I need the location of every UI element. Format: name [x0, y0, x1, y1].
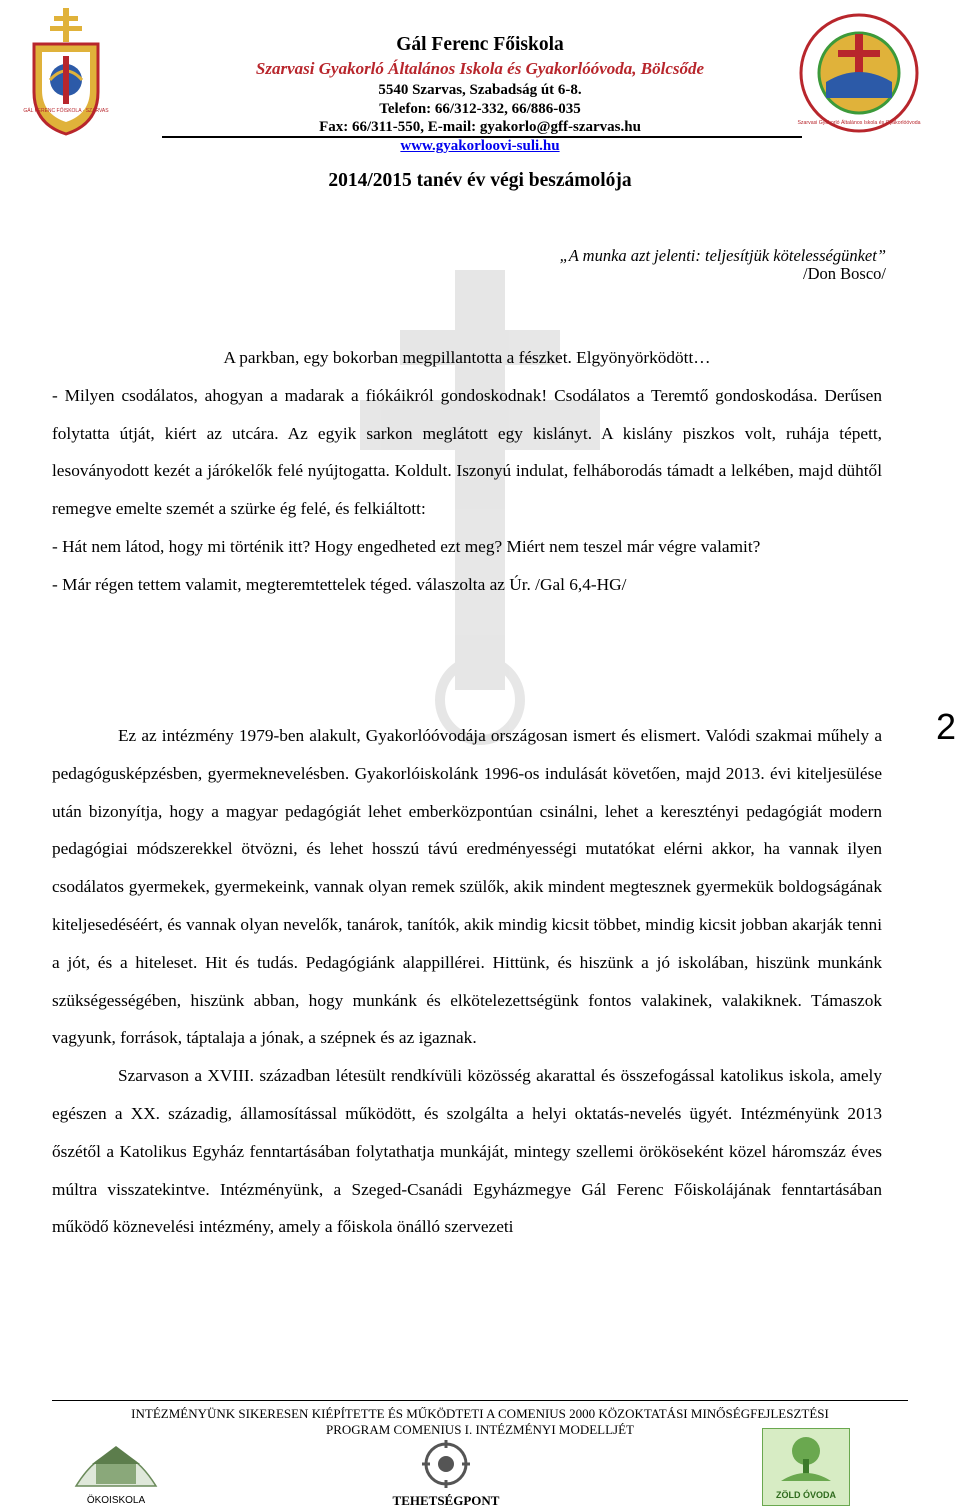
motto-quote: „A munka azt jelenti: teljesítjük kötelességünket”	[559, 246, 886, 265]
footer-divider	[52, 1400, 908, 1401]
school-name: Szarvasi Gyakorló Általános Iskola és Gyakorlóóvoda, Bölcsőde	[255, 59, 705, 78]
school-fax-email: Fax: 66/311-550, E-mail: gyakorlo@gff-szarvas.hu	[319, 119, 641, 135]
left-seal-text: GÁL FERENC FŐISKOLA · SZARVAS	[23, 108, 109, 114]
footer-line-1: INTÉZMÉNYÜNK SIKERESEN KIÉPÍTETTE ÉS MŰKÖDTETI A COMENIUS 2000 KÖZOKTATÁSI MINŐSÉGFEJLESZTÉSI	[131, 1406, 829, 1421]
green-kindergarten-label: ZÖLD ÓVODA	[776, 1490, 836, 1500]
story-block	[52, 339, 882, 604]
story-line-1: A parkban, egy bokorban megpillantotta a fészket. Elgyönyörködött…	[223, 348, 711, 367]
main-text	[52, 717, 882, 1246]
story-paragraph: - Milyen csodálatos, ahogyan a madarak a fiókáikról gondoskodnak! Csodálatos a Teremtő gondoskodása. Derűsen folytatta útját, kiért az utcára. Az egyik sarkon meglátott egy kislányt. A kislány piszkos volt, ruhája tépett, lesoványodott kezét a járókelők felé nyújtogatta. Koldult. Iszonyú indulat, felháborodás támadt a lelkében, majd dühtől remegve emelte szemét a szürke ég felé, és felkiáltott:	[52, 385, 882, 519]
eco-school-icon	[68, 1428, 164, 1490]
paragraph-institution: Ez az intézmény 1979-ben alakult, Gyakorlóóvodája országosan ismert és elismert. Valódi szakmai műhely a pedagógusképzésben, gyermeknevelésben. Gyakorlóiskolánk 1996-os indulását követően, majd 2013. évi kiteljesülése után bizonyítja, hogy a magyar pedagógiát lehet emberközpontúan csinálni, lehet a keresztényi pedagógiát modern pedagógiai módszerekkel ötvözni, és lehet hosszú távú eredményességi mutatókat elérni akkor, ha vannak ilyen csodálatos gyermekek, gyermekeink, vannak olyan remek szülők, akik mindent megtesznek gyermekük boldogságának kiteljesedéséért, és vannak olyan nevelők, tanárok, tanítók, akik mindig kicsit többet, mindig kicsit jobban akarják tenni a jót, és a hiteleset. Hit és tudás. Pedagógiánk alappillérei. Hittünk, és hiszünk a jó iskolában, hiszünk munkánk szükségességében, hiszünk abban, hogy munkánk és elkötelezettségünk fontos valakinek, valakiknek. Támaszok vagyunk, források, táptalaja a jónak, a szépnek és az igaznak.	[52, 726, 882, 1048]
page-number: 2	[936, 706, 957, 747]
green-kindergarten-icon	[763, 1429, 849, 1485]
institution-name: Gál Ferenc Főiskola	[396, 34, 564, 55]
right-seal-text: Szarvasi Gyakorló Általános Iskola és Gyakorlóóvoda	[797, 120, 921, 126]
story-answer: - Már régen tettem valamit, megteremtettelek téged. válaszolta az Úr. /Gal 6,4-HG/	[52, 574, 627, 594]
talent-point-icon	[376, 1440, 516, 1488]
school-website-link[interactable]: www.gyakorloovi-suli.hu	[400, 138, 560, 154]
school-address: 5540 Szarvas, Szabadság út 6-8.	[378, 82, 582, 98]
report-title: 2014/2015 tanév év végi beszámolója	[328, 170, 632, 191]
motto-author: /Don Bosco/	[803, 264, 886, 283]
paragraph-history: Szarvason a XVIII. században létesült rendkívüli közösség akarattal és összefogással katolikus iskola, amely egészen a XX. századig, államosítással működött, és szolgálta a helyi oktatás-nevelés ügyét. Intézményünk 2013 őszétől a Katolikus Egyház fenntartásában folytathatja munkáját, mintegy szellemi örököseként közel háromszáz éves múltra visszatekintve. Intézményünk, a Szeged-Csanádi Egyházmegye Gál Ferenc Főiskolájának fenntartásában működő köznevelési intézmény, amely a főiskola önálló szervezeti	[52, 1066, 882, 1237]
school-phone: Telefon: 66/312-332, 66/886-035	[379, 101, 581, 117]
footer-line-2: PROGRAM COMENIUS I. INTÉZMÉNYI MODELLJÉT	[325, 1422, 634, 1437]
green-kindergarten-logo	[762, 1428, 850, 1506]
eco-school-label: ÖKOISKOLA	[86, 1495, 146, 1506]
story-question: - Hát nem látod, hogy mi történik itt? Hogy engedheted ezt meg? Miért nem teszel már végre valamit?	[52, 536, 761, 556]
talent-point-logo	[376, 1440, 516, 1508]
talent-point-label: TEHETSÉGPONT	[392, 1493, 500, 1508]
eco-school-logo	[68, 1428, 164, 1506]
